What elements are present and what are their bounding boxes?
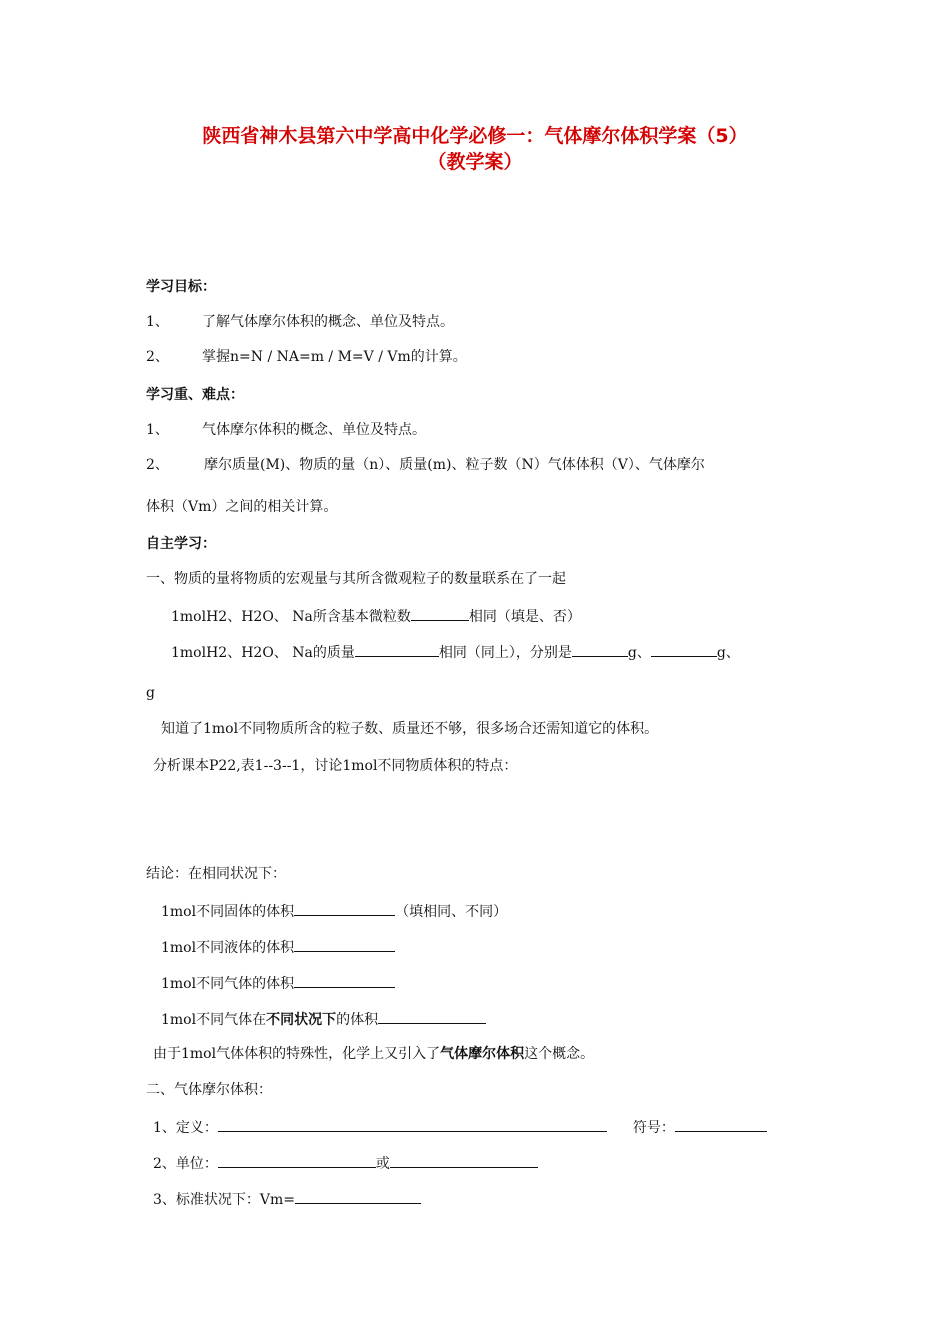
page-title-line1: 陕西省神木县第六中学高中化学必修一：气体摩尔体积学案（5） — [202, 125, 748, 147]
page-title-line2: （教学案） — [427, 151, 523, 173]
mass-blank-1[interactable] — [572, 642, 628, 657]
objective-item-2 — [146, 348, 467, 366]
unit-label: 2、单位： — [153, 1156, 218, 1172]
key-point-text: 气体摩尔体积的概念、单位及特点。 — [202, 422, 426, 438]
unit-blank-2[interactable] — [390, 1153, 538, 1168]
key-point-num: 1、 — [146, 422, 169, 438]
unit-row — [153, 1153, 538, 1173]
liquid-volume-blank[interactable] — [294, 937, 395, 952]
key-points-heading: 学习重、难点： — [146, 387, 244, 403]
question-1 — [171, 606, 581, 626]
conclusion-gas-text: 1mol不同气体的体积 — [161, 976, 295, 992]
intro-suffix: 这个概念。 — [524, 1046, 595, 1062]
key-point-item-1 — [146, 421, 426, 439]
objectives-heading: 学习目标： — [146, 279, 216, 295]
key-point-text: 摩尔质量(M)、物质的量（n）、质量(m)、粒子数（N）气体体积（V）、气体摩尔 — [204, 457, 705, 473]
conclusion-solid — [161, 901, 507, 921]
conclusion-solid-hint: （填相同、不同） — [395, 904, 508, 920]
gas-volume-blank[interactable] — [294, 973, 395, 988]
objective-item-1 — [146, 313, 454, 331]
key-point-item-2-cont: 体积（Vm）之间的相关计算。 — [146, 499, 338, 515]
conclusion-gas — [161, 973, 395, 993]
symbol-label: 符号： — [632, 1120, 675, 1136]
know-sentence: 知道了1mol不同物质所含的粒子数、质量还不够，很多场合还需知道它的体积。 — [161, 721, 659, 737]
unit-g-1: g、 — [627, 645, 651, 661]
unit-or: 或 — [375, 1156, 390, 1172]
standard-condition-row — [153, 1189, 421, 1209]
definition-blank[interactable] — [218, 1117, 607, 1132]
question-2-text: 1molH2、H2O、 Na的质量 — [171, 645, 355, 661]
vm-blank[interactable] — [295, 1189, 421, 1204]
part1-intro: 一、物质的量将物质的宏观量与其所含微观粒子的数量联系在了一起 — [146, 571, 566, 587]
conclusion-gas-diff-bold: 不同状况下 — [266, 1012, 337, 1028]
question-2-blank[interactable] — [355, 642, 439, 657]
question-2 — [171, 642, 740, 662]
unit-blank-1[interactable] — [218, 1153, 376, 1168]
objective-num: 2、 — [146, 349, 169, 365]
part2-heading: 二、气体摩尔体积： — [146, 1082, 272, 1098]
standard-condition-label: 3、标准状况下：Vm= — [153, 1192, 296, 1208]
key-point-item-2 — [146, 456, 705, 474]
self-study-heading: 自主学习： — [146, 536, 216, 552]
conclusion-liquid — [161, 937, 395, 957]
unit-g-2: g、 — [716, 645, 740, 661]
mass-blank-2[interactable] — [651, 642, 717, 657]
objective-text: 掌握n=N / NA=m / M=V / Vm的计算。 — [202, 349, 467, 365]
unit-g-3: g — [146, 685, 155, 701]
conclusion-gas-different — [161, 1009, 486, 1029]
question-2-mid: 相同（同上），分别是 — [438, 645, 572, 661]
solid-volume-blank[interactable] — [294, 901, 395, 916]
conclusion-liquid-text: 1mol不同液体的体积 — [161, 940, 295, 956]
analyze-sentence: 分析课本P22,表1--3--1，讨论1mol不同物质体积的特点： — [153, 758, 518, 774]
key-point-num: 2、 — [146, 457, 169, 473]
question-1-text: 1molH2、H2O、 Na所含基本微粒数 — [171, 609, 411, 625]
question-1-suffix: 相同（填是、否） — [468, 609, 581, 625]
conclusion-heading: 结论：在相同状况下： — [146, 866, 286, 882]
symbol-blank[interactable] — [675, 1117, 767, 1132]
conclusion-gas-diff-text: 1mol不同气体在 — [161, 1012, 267, 1028]
molar-volume-intro — [153, 1045, 594, 1063]
intro-bold: 气体摩尔体积 — [440, 1046, 525, 1062]
definition-label: 1、定义： — [153, 1120, 218, 1136]
gas-diff-volume-blank[interactable] — [378, 1009, 486, 1024]
question-1-blank[interactable] — [411, 606, 469, 621]
conclusion-gas-diff-suffix: 的体积 — [336, 1012, 379, 1028]
intro-text: 由于1mol气体体积的特殊性，化学上又引入了 — [153, 1046, 441, 1062]
definition-row — [153, 1117, 767, 1137]
objective-num: 1、 — [146, 314, 169, 330]
conclusion-solid-text: 1mol不同固体的体积 — [161, 904, 295, 920]
objective-text: 了解气体摩尔体积的概念、单位及特点。 — [202, 314, 454, 330]
